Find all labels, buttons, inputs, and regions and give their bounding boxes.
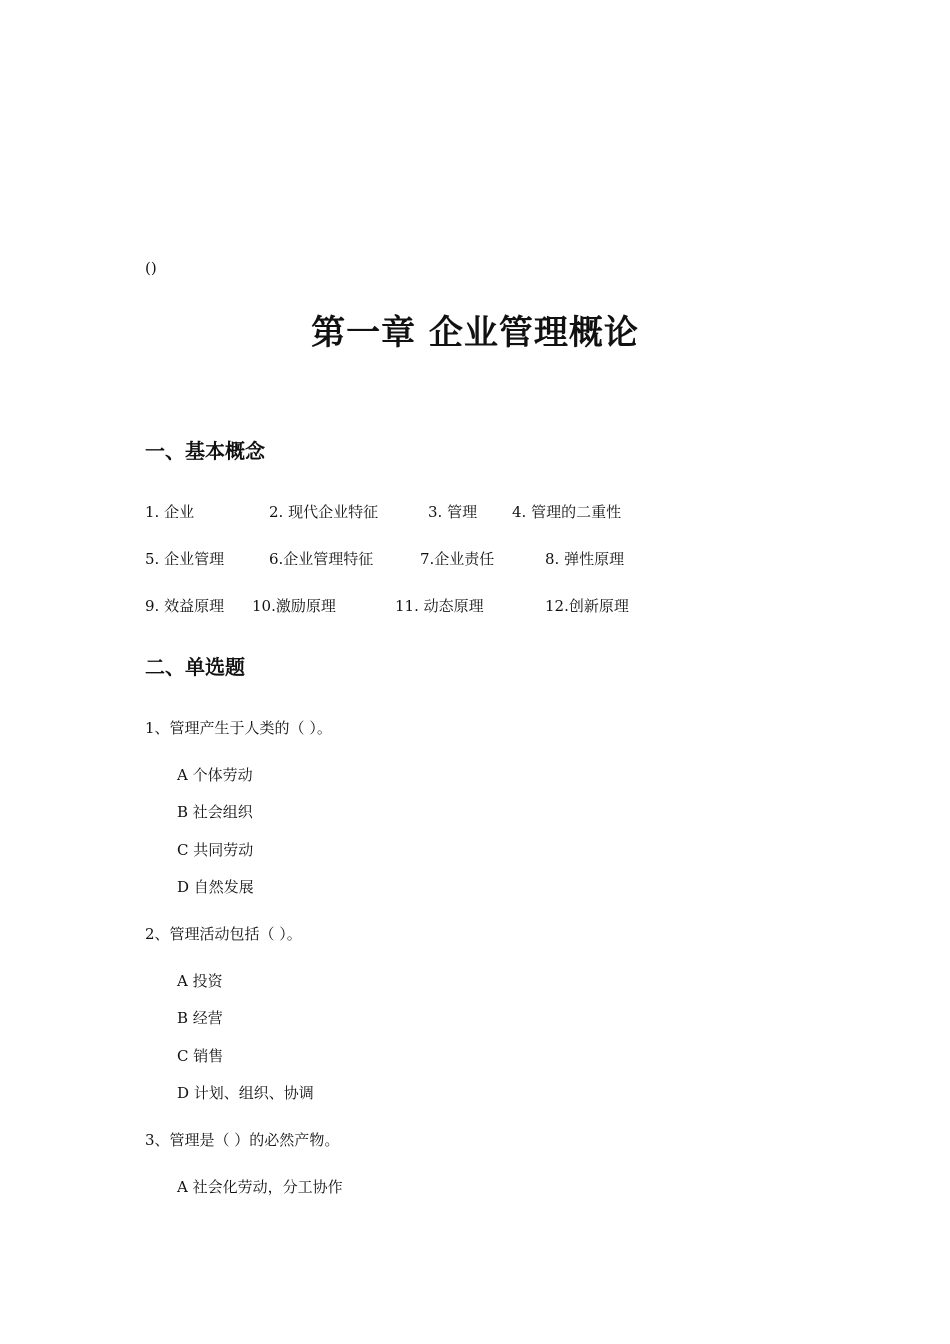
question: 1、管理产生于人类的（ ）。 [145,719,332,737]
chapter-title: 第一章 企业管理概论 [311,313,639,353]
answer-option: A 社会化劳动，分工协作 [177,1178,343,1196]
concept-item: 4. 管理的二重性 [512,503,622,521]
page-marker: () [145,259,157,277]
answer-option: D 自然发展 [177,878,254,896]
section-heading-concepts: 一、基本概念 [145,439,265,463]
answer-option: A 投资 [177,972,223,990]
concept-row [145,594,665,618]
answer-option: B 社会组织 [177,803,253,821]
concept-item: 3. 管理 [428,503,478,521]
concept-item: 7.企业责任 [420,550,495,568]
section-heading-single-choice: 二、单选题 [145,655,245,679]
concept-item: 11. 动态原理 [395,597,484,615]
concept-item: 2. 现代企业特征 [269,503,379,521]
concept-row [145,547,665,571]
concept-item: 6.企业管理特征 [269,550,374,568]
concept-item: 9. 效益原理 [145,597,225,615]
answer-option: B 经营 [177,1009,223,1027]
answer-option: C 共同劳动 [177,841,254,859]
concept-item: 1. 企业 [145,503,195,521]
concept-item: 8. 弹性原理 [545,550,625,568]
answer-option: D 计划、组织、协调 [177,1084,314,1102]
question: 2、管理活动包括（ ）。 [145,925,302,943]
question: 3、管理是（ ）的必然产物。 [145,1131,340,1149]
answer-option: C 销售 [177,1047,224,1065]
concept-row [145,500,665,524]
concept-item: 5. 企业管理 [145,550,225,568]
answer-option: A 个体劳动 [177,766,253,784]
concept-item: 12.创新原理 [545,597,629,615]
concept-item: 10.激励原理 [252,597,336,615]
